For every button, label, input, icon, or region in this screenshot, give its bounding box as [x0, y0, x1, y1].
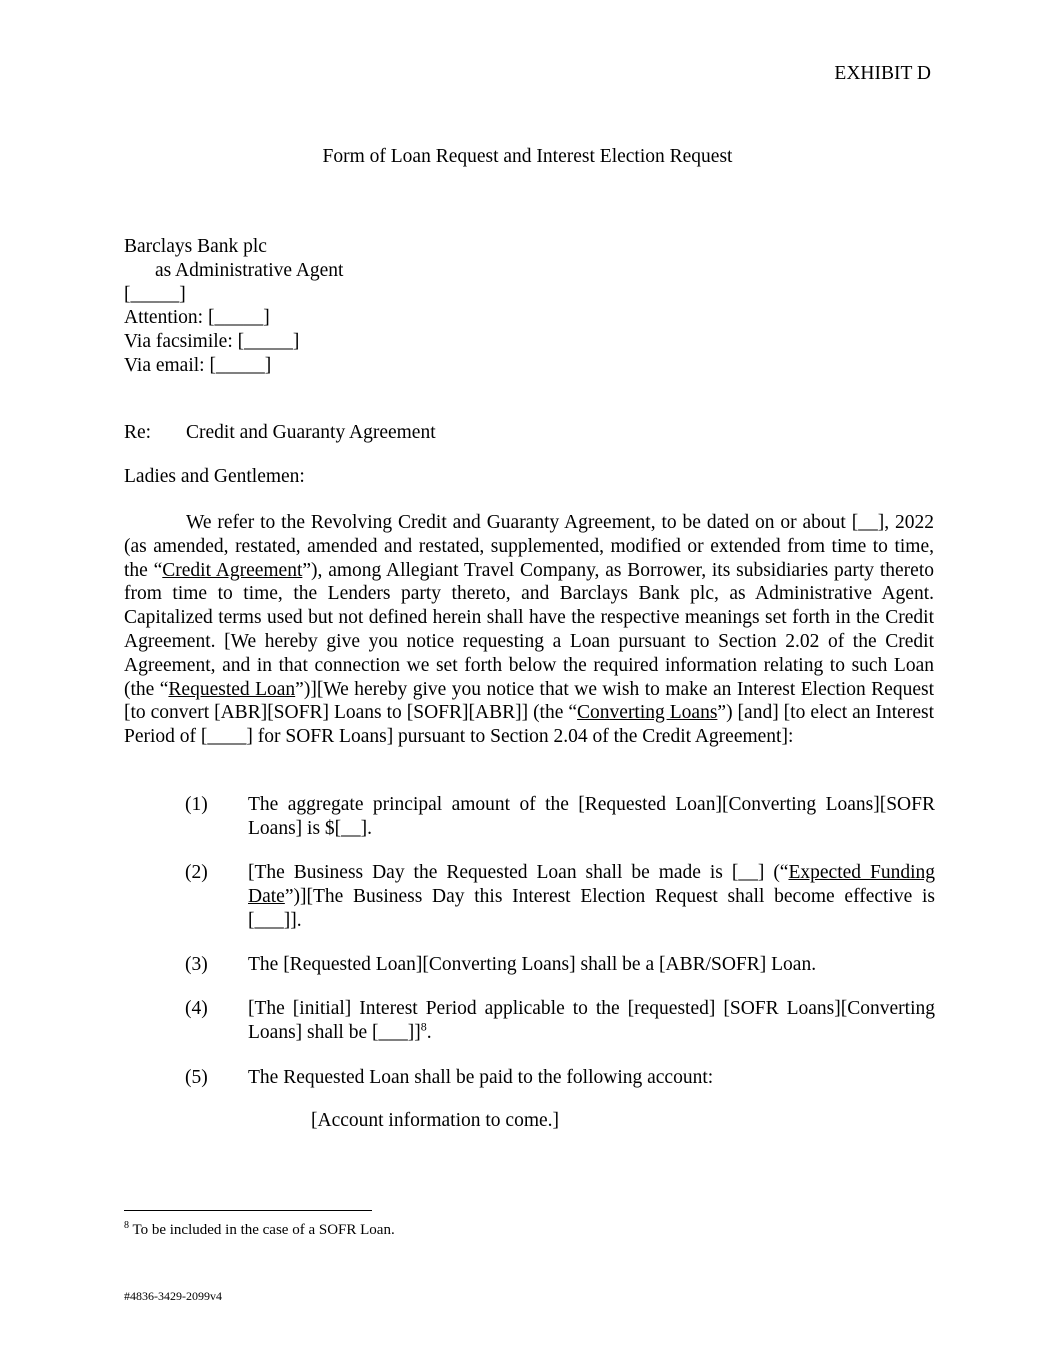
body-text-2: ”), among Allegiant Travel Company, as Borrower, its subsidiaries party thereto from time to time, the Lenders party thereto, and Barclays Bank plc, as Administrative Agent. Capitalized terms used but not defined herein shall have the respective meanings set forth in the Credit Agreement. [We hereby give you notice requesting a Loan pursuant to Section 2.02 of the Credit Agreement, and in that connection we set forth below the required information relating to such Loan (the “	[124, 559, 934, 700]
item-text	[248, 861, 935, 932]
footnote-mark: 8	[124, 1220, 129, 1231]
item-text-end: .	[426, 1021, 432, 1043]
body-text-4: ”) [and] [to elect an Interest Period of [____] for SOFR Loans] pursuant to Section 2.04 of the Credit Agreement]:	[124, 702, 934, 748]
list-item	[185, 861, 935, 932]
item-text: The [Requested Loan][Converting Loans] shall be a [ABR/SOFR] Loan.	[248, 954, 817, 975]
re-subject: Credit and Guaranty Agreement	[186, 422, 436, 443]
addressee-block	[124, 235, 343, 378]
document-title: Form of Loan Request and Interest Election Request	[322, 146, 733, 167]
addressee-role: as Administrative Agent	[155, 259, 344, 281]
salutation: Ladies and Gentlemen:	[124, 466, 305, 487]
item-number: (1)	[185, 794, 208, 815]
item-text: The aggregate principal amount of the [Requested Loan][Converting Loans][SOFR Loans] is $[__].	[248, 794, 935, 839]
item-text-main: [The [initial] Interest Period applicable to the [requested] [SOFR Loans][Converting Loans] shall be [___]]	[248, 998, 935, 1043]
list-item	[185, 997, 935, 1045]
account-information: [Account information to come.]	[311, 1110, 560, 1131]
addressee-blank: [_____]	[124, 283, 186, 305]
item-number: (5)	[185, 1067, 208, 1088]
list-item	[185, 1066, 935, 1090]
exhibit-label: EXHIBIT D	[834, 63, 931, 84]
defined-term-credit-agreement: Credit Agreement	[162, 559, 303, 581]
item-number: (2)	[185, 862, 208, 883]
item-number: (4)	[185, 998, 208, 1019]
defined-term-requested-loan: Requested Loan	[168, 678, 296, 700]
item-text-post: ”)][The Business Day this Interest Election Request shall become effective is [___]].	[248, 885, 935, 931]
facsimile-line: Via facsimile: [_____]	[124, 331, 300, 353]
body-text-1: We refer to the Revolving Credit and Guaranty Agreement, to be dated on or about [__], 2022 (as amended, restated, amended and restated, supplemented, modified or extended from time to time, the “	[124, 512, 934, 581]
addressee-name: Barclays Bank plc	[124, 236, 267, 257]
re-label: Re:	[124, 422, 152, 443]
item-number: (3)	[185, 954, 208, 975]
item-text: The Requested Loan shall be paid to the following account:	[248, 1067, 714, 1088]
item-text	[248, 997, 935, 1045]
defined-term-expected-funding-date: Expected Funding Date	[248, 862, 935, 907]
document-id: #4836-3429-2099v4	[124, 1289, 222, 1303]
body-text-3: ”)][We hereby give you notice that we wish to make an Interest Election Request [to convert [ABR][SOFR] Loans to [SOFR][ABR]] (the “	[124, 678, 934, 724]
attention-line: Attention: [_____]	[124, 307, 270, 329]
body-paragraph	[124, 511, 934, 749]
item-text-pre: [The Business Day the Requested Loan shall be made is [__] (“	[248, 862, 789, 883]
footnote-reference[interactable]: 8	[420, 1019, 427, 1034]
list-item	[185, 793, 935, 841]
list-item	[185, 953, 935, 977]
footnote	[124, 1222, 395, 1239]
footnote-text: To be included in the case of a SOFR Loan.	[132, 1222, 395, 1238]
defined-term-converting-loans: Converting Loans	[577, 702, 718, 724]
re-line	[124, 422, 436, 444]
email-line: Via email: [_____]	[124, 354, 272, 376]
footnote-divider	[124, 1210, 372, 1211]
